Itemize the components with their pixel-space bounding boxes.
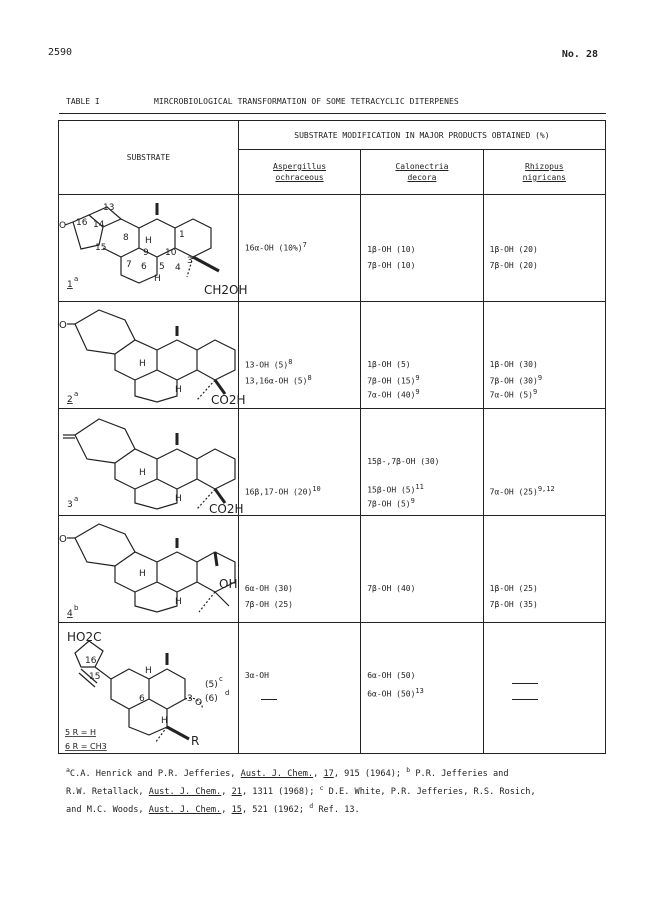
structure-label: 6 [141,262,147,272]
products-calonectria [361,195,483,302]
structure-label: 13 [103,203,115,213]
table-label: TABLE I [66,97,100,106]
compound-number: 1 [67,280,73,290]
structure-label: 16 [85,656,97,666]
product-entry: 13,16α-OH $(5)^8$ [244,374,312,386]
structure-label: H [145,666,152,676]
compound-ref-mark: a [74,390,79,398]
product-entry: 7α-OH $(25)^{9,12}$ [489,485,555,497]
structure-label: H [175,494,182,504]
compound-number: 3 [67,500,73,510]
transformation-table [58,113,606,754]
products-rhizopus [483,195,605,302]
structure-label: 8 [123,233,129,243]
products-rhizopus [483,302,605,409]
table-row [59,623,606,754]
compound-ref-mark: b [74,604,79,612]
structure-label: 3 [187,694,193,704]
organism-header-rhizopus: Rhizopus nigricans [483,150,605,195]
structure-label: 9 [143,248,149,258]
product-entry: 7β-OH (25) [244,600,293,609]
structure-label: O [59,534,67,545]
footnote-line-2: R.W. Retallack, Aust. J. Chem., 21, 1311 (1968); $^c$ D.E. White, P.R. Jefferies, R.S. Rosich, [66,784,536,797]
product-entry: 7α-OH $(5)^9$ [489,388,538,400]
product-entry: 6α-OH (30) [244,584,293,593]
structure-label: (6) [205,694,218,704]
product-entry: 7β-OH $(15)^9$ [367,374,420,386]
structure-label: H [139,359,146,369]
product-entry: 1β-OH (5) [367,360,411,369]
product-entry: 7β-OH (10) [367,261,416,270]
structure-label: d [225,689,230,697]
products-aspergillus [238,516,360,623]
structure-label: R [191,734,200,748]
product-entry: 15β-OH $(5)^{11}$ [367,483,424,495]
structure-label: 15 [95,243,107,253]
structure-label: H [139,468,146,478]
structure-label: H [161,716,168,726]
structure-label: 7 [126,260,132,270]
product-entry: 15β-,7β-OH (30) [367,457,440,466]
structure-label: 6 [139,694,145,704]
compound-number: 6 R = CH3 [65,742,107,751]
structure-label: H [175,385,182,395]
product-entry: 7β-OH (20) [489,261,538,270]
products-aspergillus [238,409,360,516]
structure-compound-1 [59,195,248,302]
products-aspergillus [238,623,360,754]
structure-compound-3 [59,409,244,516]
product-entry: 6α-OH (50) [367,671,416,680]
products-calonectria [361,516,483,623]
structure-label: H [145,236,152,246]
product-entry: 7α-OH $(40)^9$ [367,388,420,400]
substrate-column-header: SUBSTRATE [59,121,239,195]
structure-label: 1 [179,230,185,240]
modification-column-header: SUBSTRATE MODIFICATION IN MAJOR PRODUCTS OBTAINED (%) [238,121,605,150]
compound-number: 4 [67,609,73,619]
compound-ref-mark: a [74,495,79,503]
structure-label: O [195,698,203,708]
no-product-dash [261,699,277,700]
product-entry: 1β-OH (20) [489,245,538,254]
structure-label: HO2C [67,630,102,644]
structure-label: 4 [175,263,181,273]
table-title: MIRCROBIOLOGICAL TRANSFORMATION OF SOME TETRACYCLIC DITERPENES [154,97,459,106]
structure-label: O [59,221,67,231]
products-calonectria [361,302,483,409]
table-row [59,302,606,409]
structure-label: c [219,675,223,683]
footnote-line-1: $^a$C.A. Henrick and P.R. Jefferies, Aust. J. Chem., 17, 915 (1964); $^b$ P.R. Jefferies and [66,766,509,779]
structure-label: 16 [76,218,88,228]
organism-header-calonectria: Calonectria decora [361,150,483,195]
organism-header-aspergillus: Aspergillus ochraceous [238,150,360,195]
product-entry: 1β-OH (10) [367,245,416,254]
compound-ref-mark: a [74,275,79,283]
product-entry: 7β-OH (35) [489,600,538,609]
products-rhizopus [483,409,605,516]
structure-label: 5 [159,262,165,272]
structure-label: H [154,274,161,284]
compound-number: 2 [67,395,73,405]
structure-compound-5-6 [59,623,239,754]
journal-issue-number: No. 28 [561,49,598,60]
product-entry: 16β,17-OH $(20)^{10}$ [244,485,321,497]
structure-label: (5) [205,680,218,690]
table-row [59,409,606,516]
structure-label: 3 [187,256,193,266]
products-rhizopus [483,623,605,754]
structure-label: 14 [93,220,105,230]
product-entry: 1β-OH (30) [489,360,538,369]
page-number: 2590 [48,47,73,58]
product-entry: 1β-OH (25) [489,584,538,593]
table-row [59,516,606,623]
product-entry: 3α-OH [244,671,269,680]
products-calonectria [361,409,483,516]
products-calonectria [361,623,483,754]
structure-label: CO2H [209,502,244,516]
structure-label: CO2H [211,393,246,407]
product-entry: 16α-OH $(10\%)^7$ [244,241,307,253]
structure-compound-2 [59,302,246,409]
structure-label: 15 [89,672,101,682]
products-aspergillus [238,195,360,302]
structure-label: H [175,597,182,607]
compound-number: 5 R = H [65,728,96,737]
structure-label: O [59,320,67,331]
structure-compound-4 [59,516,239,623]
no-product-dash [512,699,538,700]
table-row [59,195,606,302]
product-entry: 7β-OH $(5)^9$ [367,497,415,509]
footnote-line-3: and M.C. Woods, Aust. J. Chem., 15, 521 (1962; $^d$ Ref. 13. [66,802,360,815]
structure-label: 10 [165,248,177,258]
structure-label: OH [219,577,238,591]
no-product-dash [512,683,538,684]
product-entry: 7β-OH (40) [367,584,416,593]
product-entry: 6α-OH $(50)^{13}$ [367,687,424,699]
product-entry: 7β-OH $(30)^9$ [489,374,543,386]
products-rhizopus [483,516,605,623]
product-entry: 13-OH $(5)^8$ [244,358,293,370]
structure-label: CH2OH [204,283,248,297]
products-aspergillus [238,302,360,409]
structure-label: H [139,569,146,579]
